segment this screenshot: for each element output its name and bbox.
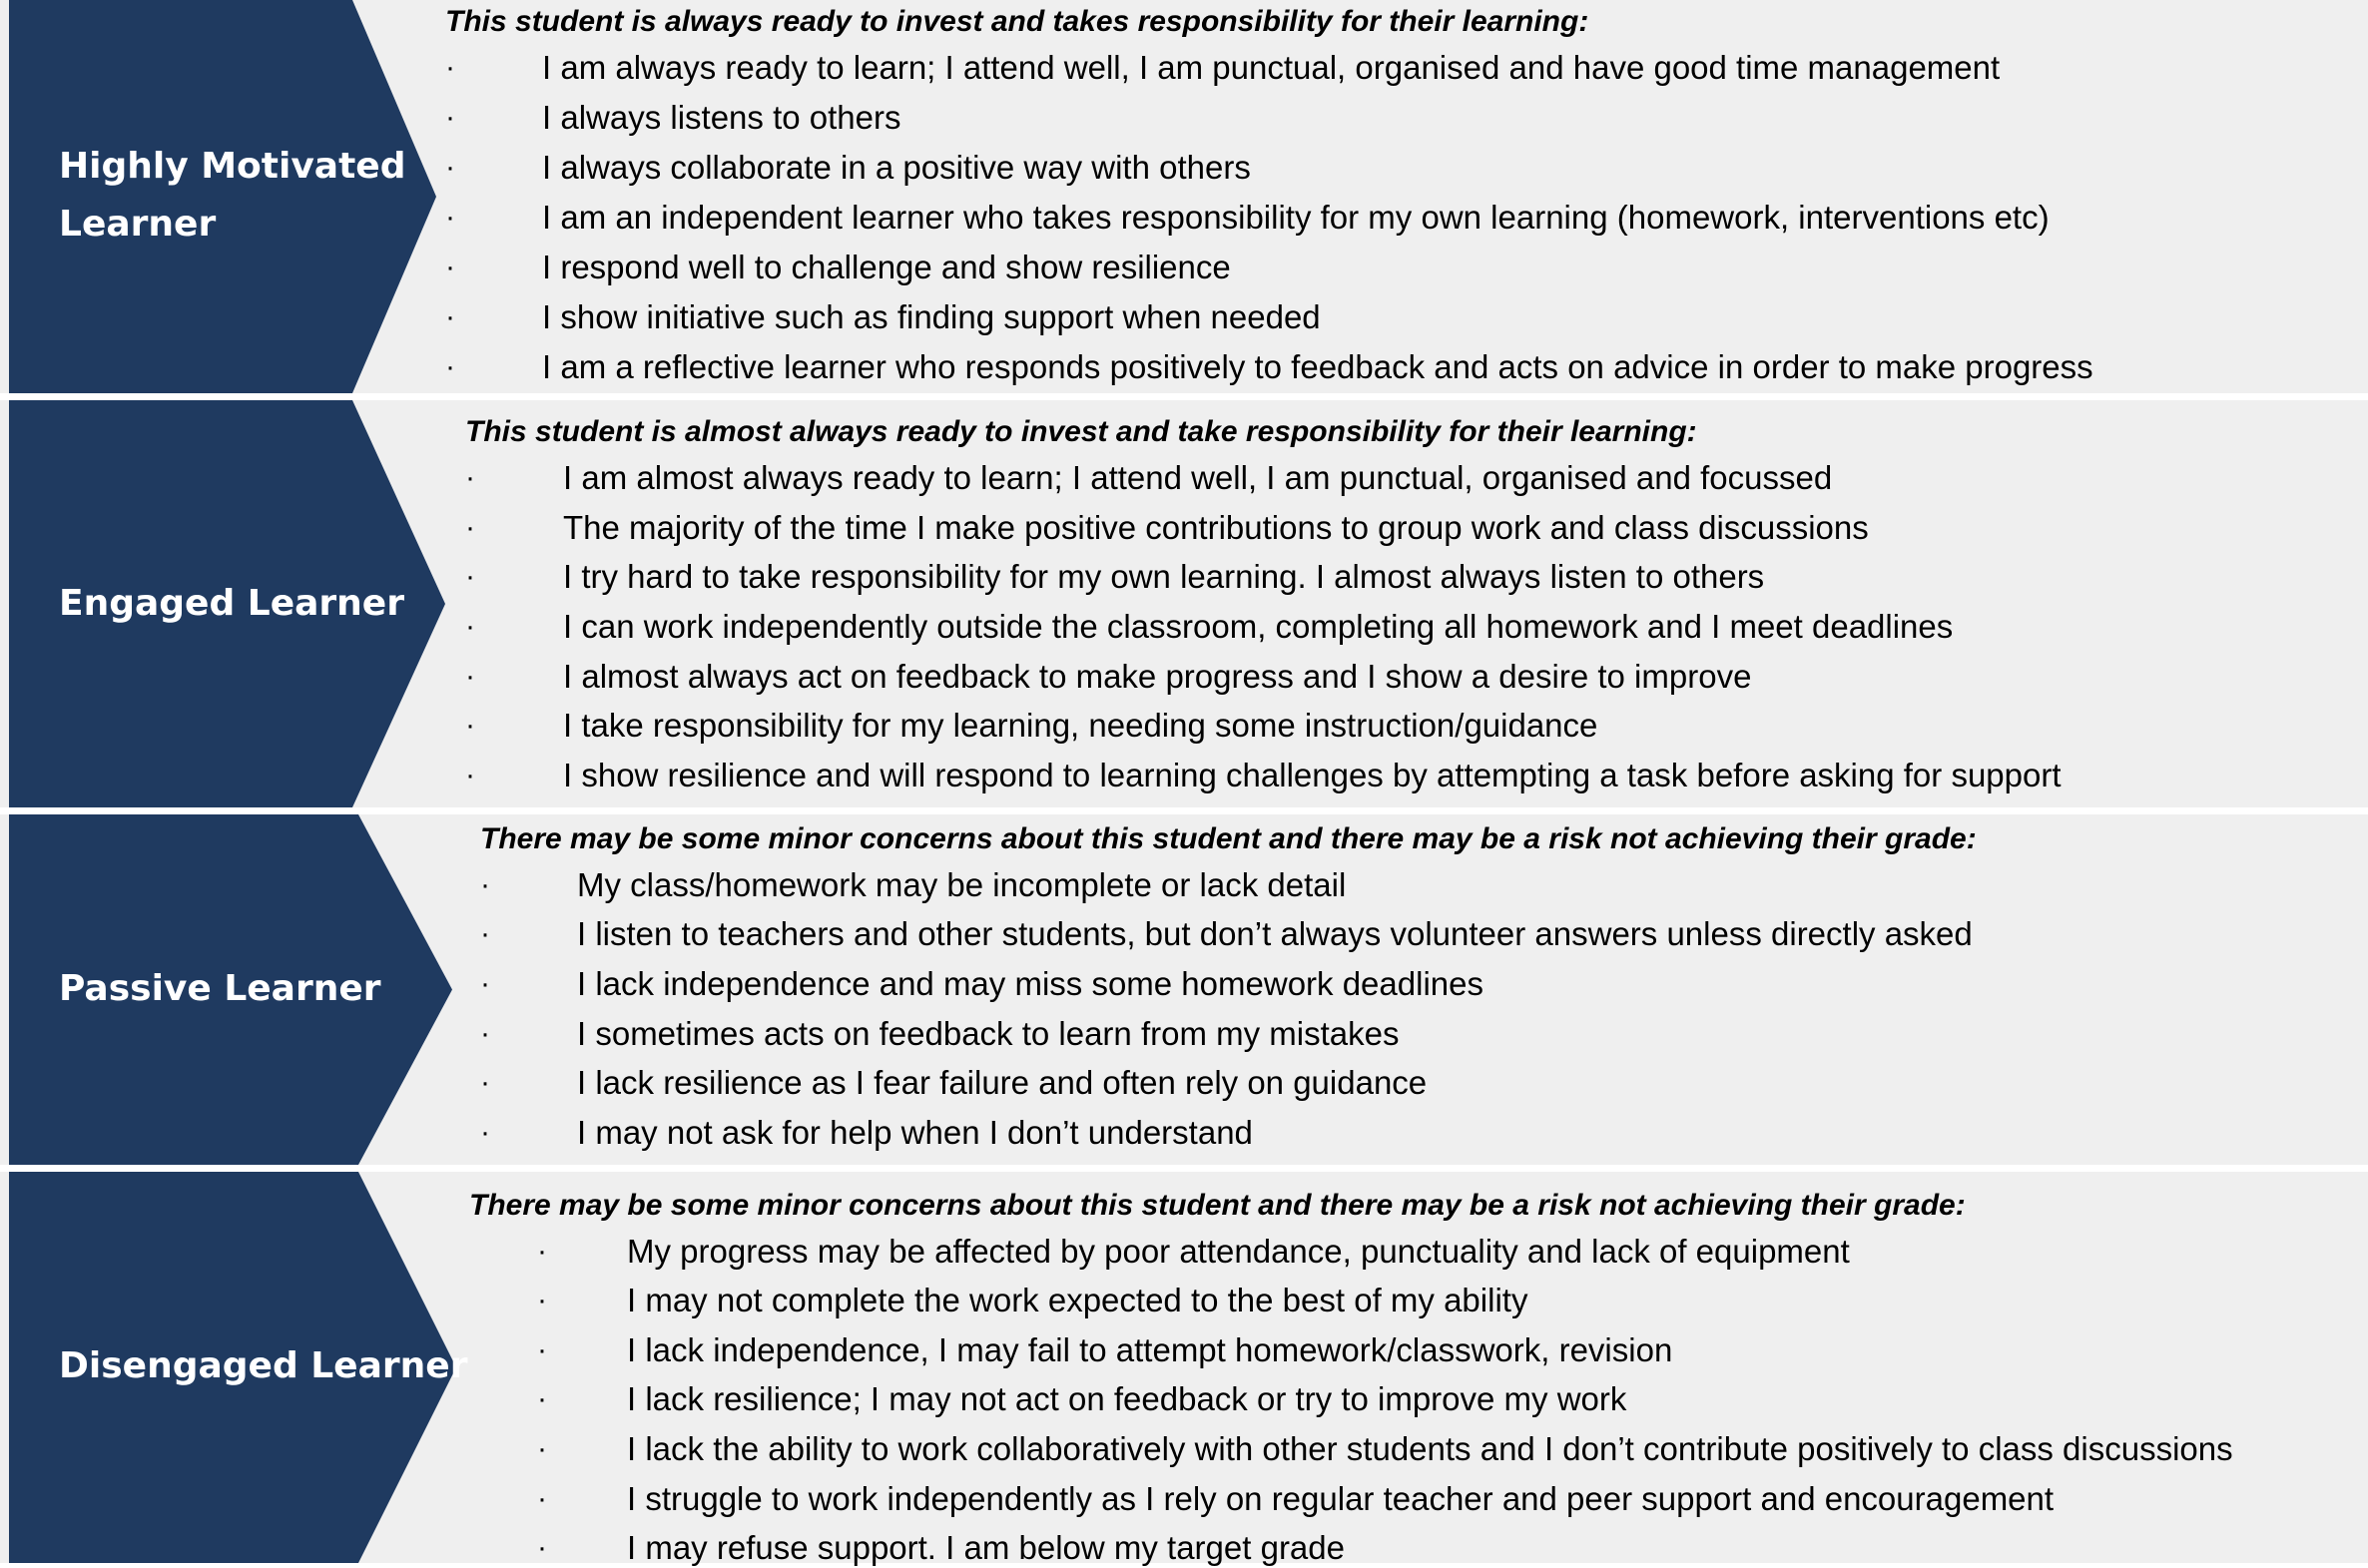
bullet: · <box>537 1333 547 1366</box>
list-item: I lack independence, I may fail to attempt homework/classwork, revision <box>627 1331 1673 1368</box>
list-item: I respond well to challenge and show resilience <box>542 249 1231 285</box>
bullet: · <box>465 610 475 643</box>
row-heading: There may be some minor concerns about this student and there may be a risk not achieving their grade: <box>469 1189 1966 1222</box>
label-line-2: Learner <box>59 204 217 245</box>
bullet: · <box>480 1116 490 1149</box>
label-engaged <box>59 575 404 633</box>
bullet: · <box>480 1017 490 1050</box>
bullet: · <box>445 300 455 333</box>
bullet: · <box>465 560 475 593</box>
bullet: · <box>480 1066 490 1099</box>
list-item: I listen to teachers and other students, but don’t always volunteer answers unless directly asked <box>577 915 1973 952</box>
list-item: I am a reflective learner who responds positively to feedback and acts on advice in order to make progress <box>542 348 2093 385</box>
bullet: · <box>537 1531 547 1564</box>
label-line-1: Highly Motivated <box>59 146 406 187</box>
list-item: I am an independent learner who takes responsibility for my own learning (homework, interventions etc) <box>542 199 2050 236</box>
list-item: I may not ask for help when I don’t understand <box>577 1114 1253 1151</box>
bullet: · <box>445 51 455 84</box>
bullet: · <box>445 201 455 234</box>
list-item: I always listens to others <box>542 99 901 136</box>
list-item: I lack resilience; I may not act on feedback or try to improve my work <box>627 1380 1627 1417</box>
list-item: I take responsibility for my learning, needing some instruction/guidance <box>563 707 1598 744</box>
list-item: My progress may be affected by poor attendance, punctuality and lack of equipment <box>627 1233 1850 1270</box>
list-item: The majority of the time I make positive contributions to group work and class discussions <box>563 509 1869 546</box>
list-item: I sometimes acts on feedback to learn from my mistakes <box>577 1015 1400 1052</box>
bullet: · <box>445 101 455 134</box>
row-highly-motivated <box>0 0 2368 393</box>
list-item: My class/homework may be incomplete or lack detail <box>577 866 1347 903</box>
bullet: · <box>465 759 475 791</box>
row-engaged <box>0 400 2368 807</box>
label-passive <box>59 960 381 1018</box>
list-item: I lack resilience as I fear failure and often rely on guidance <box>577 1064 1428 1101</box>
label-line-1: Passive Learner <box>59 968 381 1009</box>
list-item: I am always ready to learn; I attend well, I am punctual, organised and have good time management <box>542 49 2001 86</box>
list-item: I show resilience and will respond to learning challenges by attempting a task before asking for support <box>563 757 2062 793</box>
bullet: · <box>480 917 490 950</box>
label-line-1: Engaged Learner <box>59 583 404 624</box>
list-item: I almost always act on feedback to make progress and I show a desire to improve <box>563 658 1752 695</box>
bullet: · <box>480 868 490 901</box>
list-item: I always collaborate in a positive way with others <box>542 149 1251 186</box>
row-disengaged <box>0 1172 2368 1566</box>
bullet: · <box>537 1482 547 1515</box>
label-line-1: Disengaged Learner <box>59 1345 468 1386</box>
row-heading: This student is always ready to invest and takes responsibility for their learning: <box>445 5 1589 38</box>
list-item: I try hard to take responsibility for my own learning. I almost always listen to others <box>563 558 1765 595</box>
row-heading: There may be some minor concerns about this student and there may be a risk not achieving their grade: <box>480 822 1977 855</box>
bullet: · <box>465 511 475 544</box>
bullet: · <box>445 350 455 383</box>
bullet: · <box>445 251 455 283</box>
bullet: · <box>465 709 475 742</box>
row-heading: This student is almost always ready to invest and take responsibility for their learning: <box>465 415 1697 448</box>
list-item: I lack independence and may miss some homework deadlines <box>577 965 1483 1002</box>
list-item: I may not complete the work expected to the best of my ability <box>627 1282 1528 1318</box>
bullet: · <box>465 660 475 693</box>
row-passive <box>0 814 2368 1165</box>
list-item: I struggle to work independently as I rely on regular teacher and peer support and encouragement <box>627 1480 2055 1517</box>
list-item: I may refuse support. I am below my target grade <box>627 1529 1345 1566</box>
bullet: · <box>537 1284 547 1316</box>
bullet: · <box>537 1432 547 1465</box>
bullet: · <box>445 151 455 184</box>
list-item: I can work independently outside the classroom, completing all homework and I meet deadlines <box>563 608 1954 645</box>
bullet: · <box>465 461 475 494</box>
list-item: I lack the ability to work collaboratively with other students and I don’t contribute positively to class discussions <box>627 1430 2233 1467</box>
bullet: · <box>480 967 490 1000</box>
bullet: · <box>537 1382 547 1415</box>
label-disengaged <box>59 1337 467 1395</box>
label-highly-motivated <box>59 138 405 254</box>
list-item: I show initiative such as finding support when needed <box>542 298 1321 335</box>
list-item: I am almost always ready to learn; I attend well, I am punctual, organised and focussed <box>563 459 1833 496</box>
bullet: · <box>537 1235 547 1268</box>
